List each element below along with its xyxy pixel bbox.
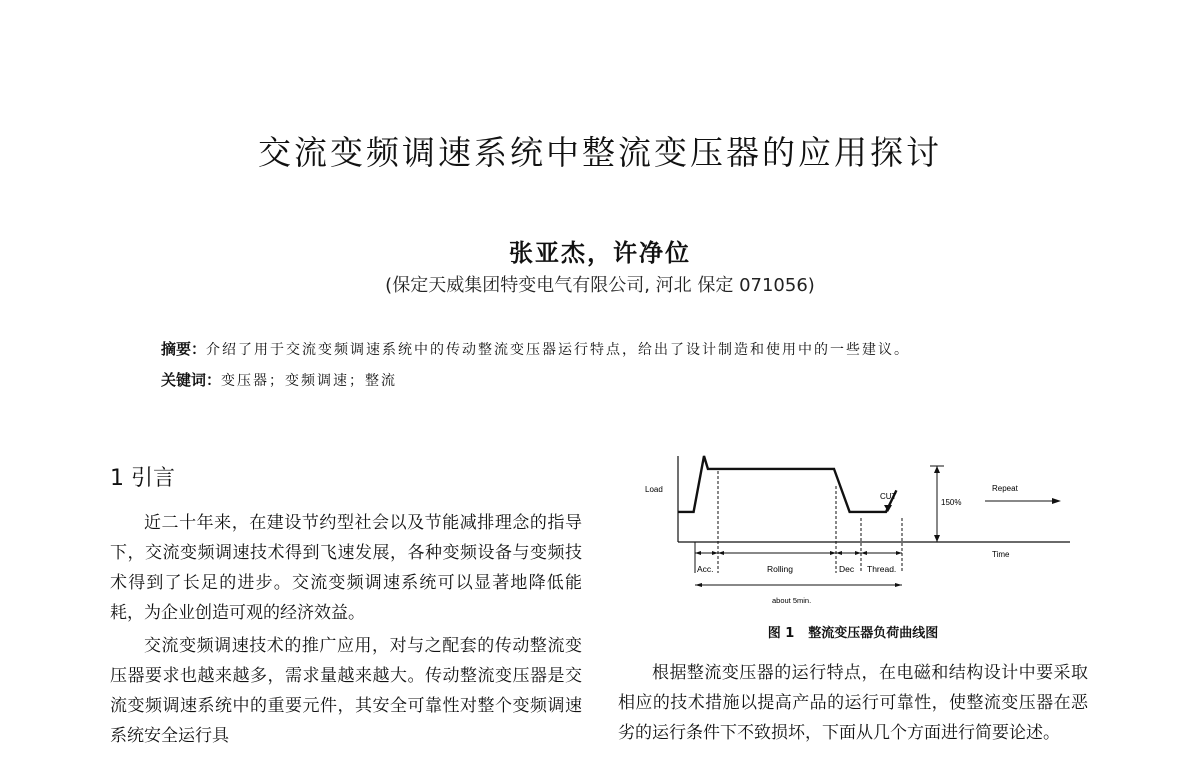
caption-text: 整流变压器负荷曲线图	[808, 626, 939, 641]
phase-arrow	[855, 551, 861, 555]
y-axis-label: Load	[645, 485, 663, 494]
phase-label-thread: Thread.	[867, 564, 897, 574]
percent-arrow-up	[934, 466, 940, 473]
duration-label: about 5min.	[772, 596, 812, 605]
percent-arrow-down	[934, 535, 940, 542]
load-curve-figure	[640, 446, 1090, 616]
duration-arrow-right	[895, 583, 902, 587]
phase-arrow	[718, 551, 724, 555]
phase-label-acc: Acc.	[697, 564, 714, 574]
phase-arrow	[712, 551, 718, 555]
abstract-text: 介绍了用于交流变频调速系统中的传动整流变压器运行特点，给出了设计制造和使用中的一些建议。	[206, 342, 911, 358]
affiliation: (保定天威集团特变电气有限公司, 河北 保定 071056)	[385, 275, 815, 296]
keywords-label: 关键词：	[161, 371, 222, 389]
authors: 张亚杰，许净位	[509, 238, 691, 267]
caption-number: 图 1	[767, 626, 795, 641]
phase-arrow	[861, 551, 867, 555]
phase-arrow	[830, 551, 836, 555]
left-column	[110, 508, 582, 754]
x-axis-label: Time	[992, 550, 1010, 559]
duration-arrow-left	[695, 583, 702, 587]
keywords	[161, 369, 397, 390]
phase-label-dec: Dec	[839, 564, 855, 574]
load-series-line	[678, 456, 896, 512]
section-heading: 1 引言	[110, 466, 175, 491]
phase-label-rolling: Rolling	[767, 564, 793, 574]
figure-caption	[618, 622, 1088, 641]
abstract-label: 摘要：	[161, 340, 207, 358]
percent-label: 150%	[941, 498, 962, 507]
cut-label: CUT	[880, 492, 897, 501]
paper-title: 交流变频调速系统中整流变压器的应用探讨	[258, 133, 942, 172]
paragraph: 交流变频调速技术的推广应用，对与之配套的传动整流变压器要求也越来越多，需求量越来越大。传动整流变压器是交流变频调速系统中的重要元件，其安全可靠性对整个变频调速系统安全运行具	[110, 636, 582, 746]
paragraph: 近二十年来，在建设节约型社会以及节能减排理念的指导下，交流变频调速技术得到飞速发展，各种变频设备与变频技术得到了长足的进步。交流变频调速系统可以显著地降低能耗，为企业创造可观的经济效益。	[110, 513, 582, 623]
repeat-label: Repeat	[992, 484, 1018, 493]
right-column	[618, 658, 1088, 748]
load-curve-chart	[640, 446, 1090, 616]
repeat-arrowhead	[1052, 498, 1061, 504]
phase-arrow	[896, 551, 902, 555]
keywords-text: 变压器；变频调速；整流	[221, 373, 398, 389]
phase-arrow	[695, 551, 701, 555]
phase-arrow	[836, 551, 842, 555]
abstract	[161, 338, 910, 359]
paragraph: 根据整流变压器的运行特点，在电磁和结构设计中要采取相应的技术措施以提高产品的运行可靠性，使整流变压器在恶劣的运行条件下不致损坏，下面从几个方面进行简要论述。	[618, 663, 1088, 743]
